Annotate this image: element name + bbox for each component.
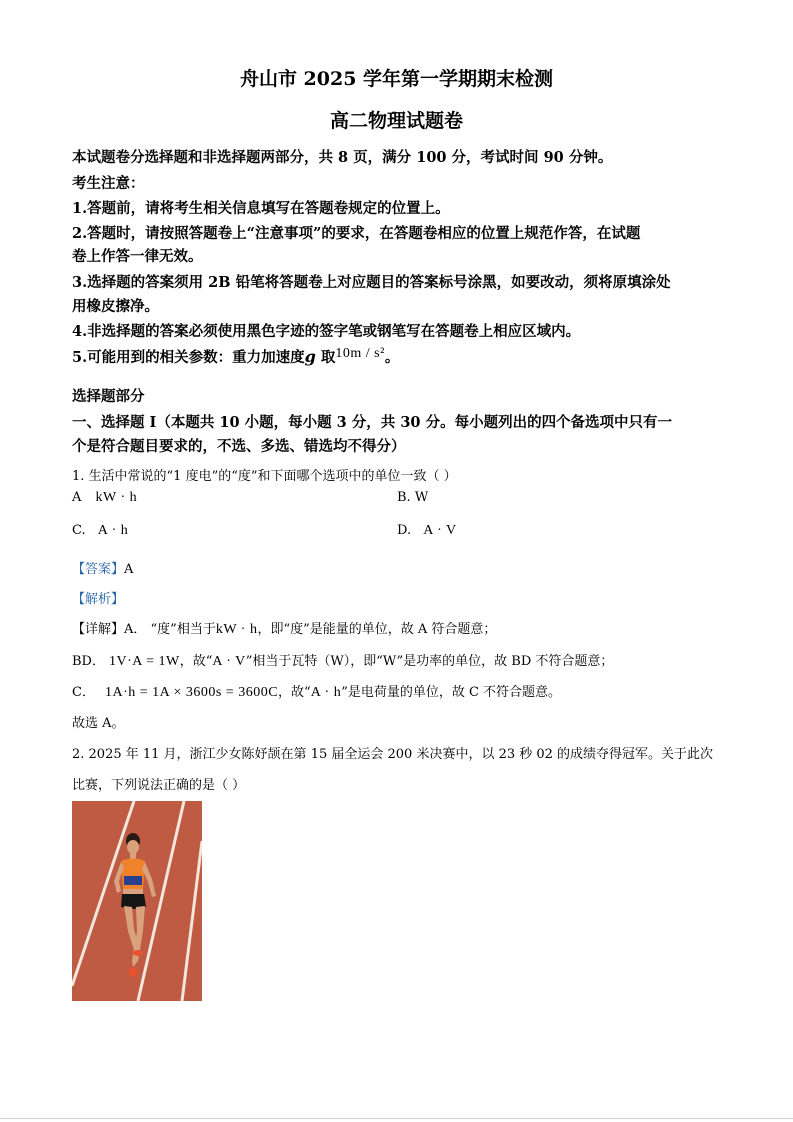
answer-value: A <box>124 562 134 577</box>
section-heading: 选择题部分 <box>72 388 145 405</box>
detail-a-math: kW · h <box>215 622 258 637</box>
q1-option-c-value: A · h <box>97 523 129 538</box>
q1-option-a-value: kW · h <box>95 490 138 505</box>
q1-answer <box>72 558 133 577</box>
detail-bd-text: BD． <box>72 654 105 669</box>
q1-option-d-label: D. <box>397 523 412 538</box>
q1-detail-c <box>72 681 561 701</box>
q1-stem: 1. 生活中常说的“1 度电”的“度”和下面哪个选项中的单位一致（ ） <box>72 469 457 484</box>
intro-line: 本试题卷分选择题和非选择题两部分，共 8 页，满分 100 分，考试时间 90 分钟。 <box>72 149 613 166</box>
q1-option-d-value: A · V <box>423 523 457 538</box>
notice-item-4: 4.非选择题的答案必须使用黑色字迹的签字笔或钢笔写在答题卷上相应区域内。 <box>72 323 581 340</box>
notice-item-3b: 用橡皮擦净。 <box>72 298 159 315</box>
notice-item-2a: 2.答题时，请按照答题卷上“注意事项”的要求，在答题卷相应的位置上规范作答，在试题 <box>72 225 641 242</box>
detail-c-text-3: ”是电荷量的单位，故 C 不符合题意。 <box>341 685 562 700</box>
detail-bd-text-2: ，故“ <box>179 654 213 669</box>
detail-a-text: A． “度”相当于 <box>124 622 216 637</box>
notice-item-5-suffix: 。 <box>384 349 400 366</box>
notice-item-2b: 卷上作答一律无效。 <box>72 248 203 265</box>
notice-item-3a: 3.选择题的答案须用 2B 铅笔将答题卷上对应题目的答案标号涂黑，如要改动，须将原填涂处 <box>72 274 671 291</box>
detail-c-math: 1A·h = 1A × 3600s = 3600C <box>104 685 279 700</box>
q1-conclusion: 故选 A。 <box>72 716 125 731</box>
exam-title: 舟山市 2025 学年第一学期期末检测 <box>239 68 554 90</box>
gravity-value: 10m / s² <box>335 346 385 361</box>
notice-item-1: 1.答题前，请将考生相关信息填写在答题卷规定的位置上。 <box>72 200 450 217</box>
q1-detail-bd <box>72 650 613 670</box>
q1-option-a-label: A <box>72 490 82 505</box>
detail-c-text: C． <box>72 685 95 700</box>
exam-subtitle: 高二物理试题卷 <box>329 110 463 132</box>
notice-item-5 <box>72 346 399 367</box>
gravity-symbol: g <box>304 347 316 366</box>
sprinter-photo <box>72 801 202 1001</box>
footer-rule <box>0 1118 793 1119</box>
sprinter-illustration <box>72 801 202 1001</box>
detail-c-text-2: ，故“ <box>278 685 311 700</box>
q2-stem-a: 2. 2025 年 11 月，浙江少女陈妤颉在第 15 届全运会 200 米决赛中，以 23 秒 02 的成绩夺得冠军。关于此次 <box>72 747 714 762</box>
q1-detail-a <box>72 618 496 638</box>
notice-heading: 考生注意： <box>72 175 145 192</box>
detail-bd-math: 1V·A = 1W <box>108 654 180 669</box>
q1-option-b: B. W <box>397 490 429 505</box>
analysis-tag: 【解析】 <box>72 592 125 607</box>
q1-option-d <box>397 523 457 539</box>
detail-bd-math-2: A · V <box>212 654 246 669</box>
q1-option-c-label: C. <box>72 523 86 538</box>
answer-tag: 【答案】 <box>72 562 125 577</box>
detail-tag: 【详解】 <box>72 622 125 637</box>
notice-item-5-prefix: 5.可能用到的相关参数：重力加速度 <box>72 349 305 366</box>
q2-stem-b: 比赛，下列说法正确的是（ ） <box>72 778 246 793</box>
detail-a-text-2: ，即“度”是能量的单位，故 A 符合题意； <box>257 622 497 637</box>
q1-option-c <box>72 523 128 539</box>
q1-option-a <box>72 490 137 506</box>
detail-bd-text-3: ”相当于瓦特（W），即“W”是功率的单位，故 BD 不符合题意； <box>245 654 614 669</box>
detail-c-math-2: A · h <box>310 685 342 700</box>
part-description-b: 个是符合题目要求的，不选、多选、错选均不得分） <box>72 438 406 455</box>
notice-item-5-mid: 取 <box>315 349 336 366</box>
part-description-a: 一、选择题 I（本题共 10 小题，每小题 3 分，共 30 分。每小题列出的四个备选项中只有一 <box>72 414 673 431</box>
